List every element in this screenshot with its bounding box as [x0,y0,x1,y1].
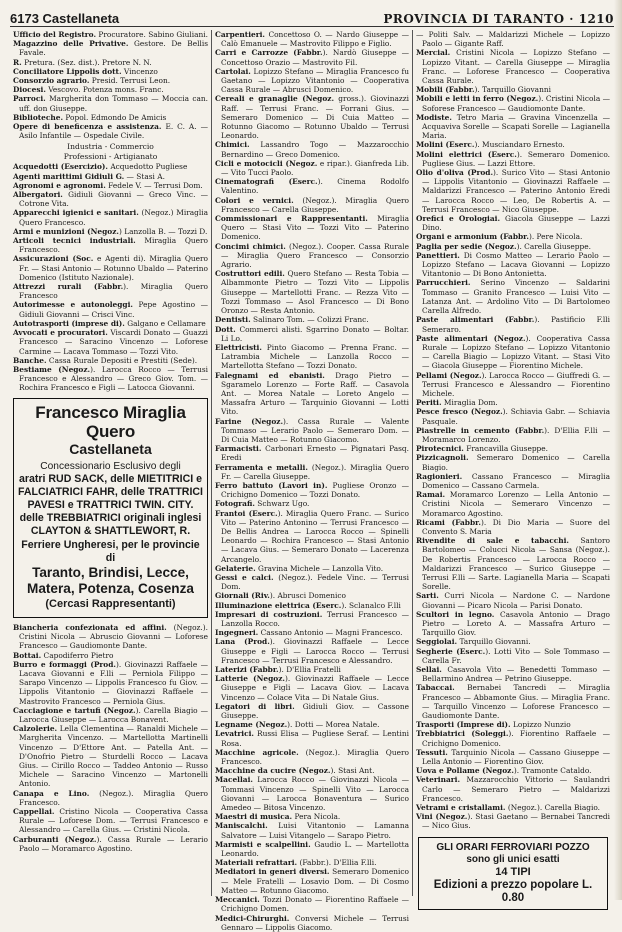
directory-entry: Gelaterie. Gravina Michele — Lanzolla Vito. [215,563,384,573]
directory-entry: Macchine da cucire (Negoz.). Stasi Ant. [215,766,375,776]
ad2-line2: sono gli unici esatti [466,853,560,865]
directory-entry: Carburanti (Negoz.). Cassa Rurale — Lerario Paolo — Moramarco Agostino. [13,834,208,853]
directory-entry: Tessuti. Tarquinio Nicola — Cassano Giuseppe — Lella Antonio — Fiorentino Giov. [416,747,610,767]
directory-entry: Banche. Cassa Rurale Depositi e Prestiti (Sede). [13,355,198,365]
page-header [10,4,614,27]
directory-entry: Biblioteche. Popol. Edmondo De Amicis [13,112,167,122]
directory-entry: Pellami (Negoz.). Larocca Rocco — Giuffredi G. — Terrusi Francesco e Alessandro — Fiorentino Michele. [416,370,610,398]
ad-provinces: Taranto, Brindisi, Lecce, Matera, Potenza, Cosenza [27,564,194,597]
directory-entry: Sellai. Casavola Vito — Benedetti Tommaso — Bellarmino Andrea — Petrino Giuseppe. [416,665,610,684]
directory-entry: Articoli tecnici industriali. Miraglia Quero Francesco. [13,236,209,255]
directory-entry: Commissionari e Rappresentanti. Miraglia Quero — Stasi Vito — Tozzi Vito — Paterino Domenico. [215,214,409,242]
ad2-line3: 14 TIPI [495,865,531,878]
directory-entry: Mercial. Cristini Nicola — Lopizzo Stefano — Lopizzo Vitant. — Carella Giuseppe — Miraglia Franc. — Loforese Francesco — Cooperativa Cassa Rurale. [416,48,610,86]
directory-columns [10,30,614,932]
directory-entry: Mediatori in generi diversi. Semeraro Domenico — Mele Fratelli — Losavio Dom. — Di Cosmo Matteo — Rotunno Giacomo. [215,867,409,895]
directory-entry: Dott. Commerci alisti. Sgarrino Donato — Boltar. Li Lo. [215,324,409,343]
directory-entry: Parroci. Margherita don Tommaso — Moccia can. uff. don Giuseppe. [13,94,208,113]
directory-entry: Marmisti e scalpellini. Gaudio L. — Martellotta Leonardo. [215,839,409,859]
directory-entry: Molini (Eserc.). Musciandaro Ernesto. [416,140,565,150]
directory-entry: Veterinari. Mazzarocchio Vittorio — Saulandri Carlo — Semeraro Pietro — Maldarizzi Francesco. [416,775,610,803]
directory-entry: Piastrelle in cemento (Fabbr.). D'Ellia F.lli — Moramarco Lorenzo. [416,425,611,444]
directory-entry: Magazzino delle Privative. Gestore. De Bellis Favale. [13,39,208,58]
directory-entry: Cacciagione e tartufi (Negoz.). Carella Biagio — Larocca Giuseppe — Larocca Bonavent. [13,705,208,724]
directory-entry: Orefici e Orologiai. Giacola Giuseppe — Lazzi Dino. [416,214,610,233]
directory-entry: Consorzio agrario. Presid. Terrusi Leon. [13,76,171,86]
directory-entry: Macchine agricole. (Negoz.). Miraglia Quero Francesco. [215,747,409,767]
directory-entry: — Politi Salv. — Maldarizzi Michele — Lopizzo Paolo — Gigante Raff. [416,30,610,49]
ad-concession: Concessionario Esclusivo degli [40,460,181,472]
province-heading: PROVINCIA DI TARANTO · 1210 [383,12,614,26]
directory-entry: Parrucchieri. Serino Vincenzo — Saldarini Tommaso — Granito Francesco — Luisi Vito — Latanza Ant. — Ardolino Vito — Di Bartolomeo Carella Alfredo. [416,278,610,316]
directory-entry: Giornali (Riv.). Abrusci Domenico [215,591,346,601]
directory-entry: Medici-Chirurghi. Conversi Michele — Terrusi Gennaro — Lippolis Giacomo. [215,913,409,932]
directory-entry: Latterie (Negoz.). Giovinazzi Raffaele — Lecce Giuseppe e Figli — Lacava Giov. — Lacava Vincenzo — Colace Vita — Di Natale Gius. [215,674,409,702]
directory-entry: Ferramenta e metalli. (Negoz.). Miraglia Quero Fr. — Carella Giuseppe. [215,462,409,481]
page-edge [614,0,622,900]
directory-entry: Levatrici. Russi Elisa — Pugliese Seraf. — Lentini Rosa. [215,729,409,748]
directory-entry: Concimi chimici. (Negoz.). Cooper. Cassa Rurale — Miraglia Quero Francesco — Consorzio Agrario. [215,241,409,270]
directory-entry: Mobili e letti in ferro (Negoz.). Cristini Nicola — Soforese Francesco — Gaudiomonte Dante. [416,94,610,113]
directory-entry: Mobili (Fabbr.). Tarquillo Giovanni [416,85,551,95]
directory-entry: R. Pretura. (Sez. dist.). Pretore N. N. [13,57,152,67]
directory-entry: Cartolai. Lopizzo Stefano — Miraglia Francesco fu Gaetano — Lopizzo Vitantonio — Cooperativa Cassa Rurale — Abrusci Domenico. [215,66,409,95]
directory-entry: Legatori di libri. Gidiuli Giov. — Cassone Giuseppe. [215,701,409,721]
directory-entry: Carpentieri. Concettoso O. — Nardo Giuseppe — Calò Emanuele — Mastrovito Filippo e Figlio. [215,30,409,49]
public-offices-list [13,30,208,140]
directory-entry: Albergatori. Gidiuli Giovanni — Greco Vinc. — Cotrone Vita. [13,190,208,209]
directory-entry: Diocesi. Vescovo. Potenza mons. Franc. [13,85,164,95]
directory-entry: Lana (Prod.). Giovinazzi Raffaele — Lecce Giuseppe e Figli — Larocca Rocco — Terrusi Francesco — Terrusi Francesco e Alessandro. [215,637,410,665]
directory-entry: Meccanici. Tozzi Donato — Fiorentino Raffaele — Crichigno Domen. [215,895,409,914]
advertisement-railway-timetables [418,837,608,910]
directory-entry: Segherie (Eserc.). Lotti Vito — Sole Tommaso — Carella Fr. [416,646,610,665]
directory-entry: Autorimesse e autonoleggi. Pepe Agostino — Gidiuli Giovanni — Crisci Vinc. [13,300,208,319]
directory-entry: Ingegneri. Cassano Antonio — Magni Francesco. [215,628,403,638]
trades-list-d [416,30,610,831]
directory-entry: Organi e armonium (Fabbr.). Pere Nicola. [416,232,583,242]
directory-entry: Sarti. Curri Nicola — Nardone C. — Nardone Giovanni — Picaro Nicola — Parisi Donato. [416,591,610,610]
directory-entry: Scultori in legno. Casavola Antonio — Drago Pietro — Loreto A. — Massafra Arturo — Tarquillo Giov. [416,609,610,638]
directory-entry: Ferro battuto (Lavori in). Pugliese Oronzo — Crichigno Domenico — Tozzi Donato. [215,480,409,500]
trades-list-c [215,30,409,932]
directory-entry: Pirotecnici. Francavilla Giuseppe. [416,444,548,454]
directory-entry: Vetrami e cristallami. (Negoz.). Carella Biagio. [416,803,600,813]
directory-entry: Tabaccai. Bernabei Tancredi — Miraglia Francesco — Abbamonte Gius. — Miraglia Franc. — Tarquillo Vincenzo — Loforese Francesco — Gaudiomonte Dante. [416,683,610,721]
column-1 [10,30,211,896]
directory-entry: Opere di beneficenza e assistenza. E. C. A. — Asilo Infantile — Ospedale Civile. [13,122,208,141]
directory-entry: Uova e Pollame (Negoz.). Tramonte Cataldo. [416,766,592,776]
directory-entry: Cereali e granaglie (Negoz. gross.). Giovinazzi Raff. — Terrusi Franc. — Forrani Gius. — Semeraro Domenico — Di Cuia Matteo — Rotunno Giacomo — Rotunno Ubaldo — Terrusi Leonardo. [215,94,410,141]
directory-entry: Paste alimentari (Negoz.). Cooperativa Cassa Rurale — Lopizzo Stefano — Lopizzo Vitantonio — Carella Biagio — Lopizzo Vitant. — Stasi Vito — Giacola Giuseppe — Fiorentino Michele. [416,333,610,371]
section-title-industry: Industria - Commercio Professioni - Artigianato [63,142,158,161]
directory-entry: Assicurazioni (Soc. e Agenti di). Miraglia Quero Fr. — Stasi Antonio — Rotunno Ubaldo — Paterino Domenico (Istituto Nazionale). [13,254,208,282]
directory-entry: Pizzicagnoli. Semeraro Domenico — Carella Biagio. [416,453,610,472]
directory-entry: Illuminazione elettrica (Eserc.). Sclanalco F.lli [215,600,401,610]
column-3 [412,30,613,904]
directory-entry: Maniscalchi. Luisi Vitantonio — Lamanna Salvatore — Luisi Vitangelo — Sarapo Pietro. [215,821,409,840]
directory-entry: Paste alimentari (Fabbr.). Pastificio F.lli Semeraro. [416,315,610,334]
ad2-line1: GLI ORARI FERROVIARI POZZO [436,841,590,853]
directory-entry: Elettricisti. Pinto Giacomo — Prenna Franc. — Latrambia Michele — Lanzolla Rocco — Martellotta Stefano — Tozzi Donato. [215,342,409,371]
directory-entry: Ricami (Fabbr.). Di Dio Maria — Suore del Convento S. Maria [416,517,611,536]
directory-entry: Bestiame (Negoz.). Larocca Rocco — Terrusi Francesco e Alessandro — Greco Giov. Tom. — Rochira Francesco e Figli — Latocca Giovanni. [13,364,208,393]
directory-entry: Farine (Negoz.). Cassa Rurale — Valente Tommaso — Lerario Paolo — Semeraro Dom. — Di Cuia Matteo — Rotunno Giacomo. [215,416,409,444]
directory-entry: Calzolerie. Lella Clementina — Ranaldi Michele — Margherita Vincenzo. — Martellotta Martinelli Vincenzo — D'Ettore Ant. — Patella Ant. — D'Onofrio Pietro — Sturdelli Rocco — Lacava Gius. — Cirillo Rocco — Taddeo Antonio — Russo Michele — Saracino Vincenzo — Martonelli Antonio. [13,724,208,789]
directory-entry: Cicli e motocicli (Negoz. e ripar.). Gianfreda Lib. — Vito Tucci Paolo. [215,158,409,178]
directory-entry: Materiali refrattari. (Fabbr.). D'Ellia F.lli. [215,858,377,868]
directory-entry: Macellai. Larocca Rocco — Giovinazzi Nicola — Tommasi Vincenzo — Spinelli Vito — Larocca Giovanni — Larocca Bonaventura — Surico Amedeo — Bitosa Vincenzo. [215,775,409,813]
advertisement-miraglia [13,398,208,618]
directory-entry: Periti. Miraglia Dom. [416,398,498,408]
directory-entry: Burro e formaggi (Prod.). Giovinazzi Raffaele — Lacava Giovanni e F.lli — Perniola Filippo — Sarapo Vincenzo — Lippolis Francesco fu Giov. — Lippolis Vitantonio — Giovinazzi Raffaele — Mastrovito Francesco — Perniola Gius. [13,659,208,706]
directory-entry: Biancheria confezionata ed affini. (Negoz.). Cristini Nicola — Abruscio Giovanni — Loforese Francesco — Gaudiomonte Dante. [13,622,208,651]
directory-entry: Dentisti. Salinaro Tom. — Colizzi Franc. [215,315,369,325]
directory-entry: Panettieri. Di Cosmo Matteo — Lerario Paolo — Lopizzo Stefano — Lacava Giovanni — Lopizzo Vitantonio — Di Bono Antonietta. [416,250,610,279]
directory-entry: Attrezzi rurali (Fabbr.). Miraglia Quero Francesco [13,282,208,301]
directory-entry: Chimici. Lassandro Togo — Mazzarocchio Bernardino — Greco Domenico. [215,140,409,159]
directory-entry: Vini (Negoz.). Stasi Gaetano — Bernabei Tancredi — Nico Gius. [416,812,610,831]
ad-title: Francesco Miraglia Quero [35,402,186,441]
directory-entry: Pesce fresco (Negoz.). Schiavia Gabr. — Schiavia Pasquale. [416,407,610,426]
ad-body: aratri RUD SACK, delle MIETITRICI e FALCIATRICI FAHR, delle TRATTRICI PAVESI e TRATTRICI TWIN. CITY. delle TREBBIATRICI originali inglesi CLAYTON & SHATTLEWORT, R. Ferriere Ungheresi, per le provincie di [18,472,203,564]
directory-entry: Autotrasporti (imprese di). Galgano e Cellamare [13,318,206,328]
directory-entry: Paglia per sedie (Negoz.). Carella Giuseppe. [416,241,591,251]
directory-entry: Ufficio del Registro. Procuratore. Sabino Giuliani. [13,30,208,39]
directory-entry: Rivendite di sale e tabacchi. Santoro Bartolomeo — Colucci Nicola — Sansa (Negoz.). De Robertis Francesco — Larocca Rocco — Maldarizzi Francesco — Surico Giuseppe — Terrusi F.lli — Sarte. Lagianella Maria — Scapati Sorelle. [416,536,610,592]
directory-entry: Cinematografi (Eserc.). Cinema Rodolfo Valentino. [215,177,409,196]
directory-entry: Laterizi (Fabbr.). D'Ellia Fratelli [215,665,341,675]
trades-list-b [13,623,208,853]
directory-entry: Conciliatore Lippolis dott. Vincenzo [13,66,158,76]
directory-entry: Maestri di musica. Pera Nicola. [215,812,341,822]
directory-entry: Agenti marittimi Gidiuli G. — Stasi A. [13,171,165,181]
directory-entry: Modiste. Tetro Maria — Gravina Vincenzella — Acquaviva Sorelle — Scapati Sorelle — Lagianella Maria. [416,112,610,141]
directory-entry: Agronomi e agronomi. Fedele V. — Terrusi Dom. [13,180,203,190]
trades-list-a [13,162,208,392]
directory-entry: Carri e Carrozze (Fabbr.). Nardò Giuseppe — Concettoso Orazio — Mastrovito Fil. [215,48,409,67]
ad2-line4: Edizioni a prezzo popolare L. 0.80 [433,878,593,904]
directory-entry: Molini elettrici (Eserc.). Semeraro Domenico. Pugliese Gius. — Lazzi Ettore. [416,149,610,168]
directory-entry: Acquedotti (Esercizio). Acquedotto Pugliese [13,162,188,172]
directory-entry: Colori e vernici. (Negoz.). Miraglia Quero Francesco — Carella Giuseppe. [215,195,409,214]
directory-entry: Frantoi (Eserc.). Miraglia Quero Franc. — Surico Vito — Paterino Antonino — Terrusi Francesco — De Bellis Andrea — Larocca Rocco — Spinelli Leonardo — Rochira Francesco — Stasi Antonio — Lacava Gius. — Semeraro Donato — Lacerenza Arcangelo. [215,508,409,564]
directory-entry: Farmacisti. Carbonari Ernesto — Pignatari Pasq. Eredi [215,444,409,463]
directory-entry: Cappellai. Cristino Nicola — Cooperativa Cassa Rurale — Loforese Dom. — Terrusi Francesco e Alessandro — Carella Gius. — Cristini Nicola. [13,807,208,835]
page-number-locality: 6173 Castellaneta [10,11,120,26]
directory-entry: Costruttori edili. Quero Stefano — Resta Tobia — Albammonte Pietro — Tozzi Vito — Lippolis Giuseppe — Martellotti Franc. — Rezza Vito — Tozzi Tommaso — Asol Francesco — Di Bono Oronzo — Resta Antonio. [215,269,409,316]
ad-subtitle: Castellaneta [69,440,152,457]
directory-entry: Trebbiatrici (Soleggi.). Fiorentino Raffaele — Crichigno Domenico. [416,729,610,748]
directory-entry: Armi e munizioni (Negoz.) Lanzolla B. — Tozzi D. [13,226,208,236]
directory-entry: Trasporti (Imprese di). Lopizzo Nunzio [416,720,571,730]
directory-entry: Impresari di costruzioni. Terrusi Francesco — Lanzolla Rocco. [215,609,409,628]
directory-entry: Canapa e Lino. (Negoz.). Miraglia Quero Francesco. [13,788,208,807]
directory-entry: Falegnami ed ebanisti. Drago Pietro — Sgaramelo Lorenzo — Forte Raff. — Casavola Ant. — Morea Natale — Loreto Angelo — Massafra Arturo — Tarquinio Giovanni — Lotti Vito. [215,370,409,417]
directory-entry: Ramai. Moramarco Lorenzo — Lella Antonio — Cristini Nicola — Semeraro Vincenzo — Moramarco Agostino. [416,490,610,518]
ad-agents: (Cercasi Rappresentanti) [45,597,176,610]
directory-entry: Gessi e calci. (Negoz.). Fedele Vinc. — Terrusi Dom. [215,572,410,592]
directory-entry: Seggiolai. Tarquillo Giovanni. [416,637,531,647]
directory-entry: Ragionieri. Cassano Francesco — Miraglia Domenico — Cassano Carmela. [416,471,610,490]
directory-entry: Avvocati e procuratori. Viscardi Donato — Guazzi Francesco — Saracino Vincenzo — Loforese Carmine — Lacava Tommaso — Tozzi Vito. [13,328,208,356]
directory-entry: Bottai. Capodiferro Pietro [13,650,114,660]
column-2 [211,30,412,932]
directory-entry: Olio d'oliva (Prod.). Surico Vito — Stasi Antonio — Lippolis Vitantonio — Giovinazzi Raffaele — Maldarizzi Francesco — Paterino Antonio Eredi — Larocca Rocco — Leo, De Robertis A. — Terrusi Francesco — Nico Giuseppe. [416,168,610,214]
directory-entry: Legname (Negoz.). Dotti — Morea Natale. [215,720,380,730]
directory-entry: Fotografi. Schwarz Ugo. [215,499,310,509]
directory-entry: Apparecchi igienici e sanitari. (Negoz.) Miraglia Quero Francesco. [13,208,209,227]
